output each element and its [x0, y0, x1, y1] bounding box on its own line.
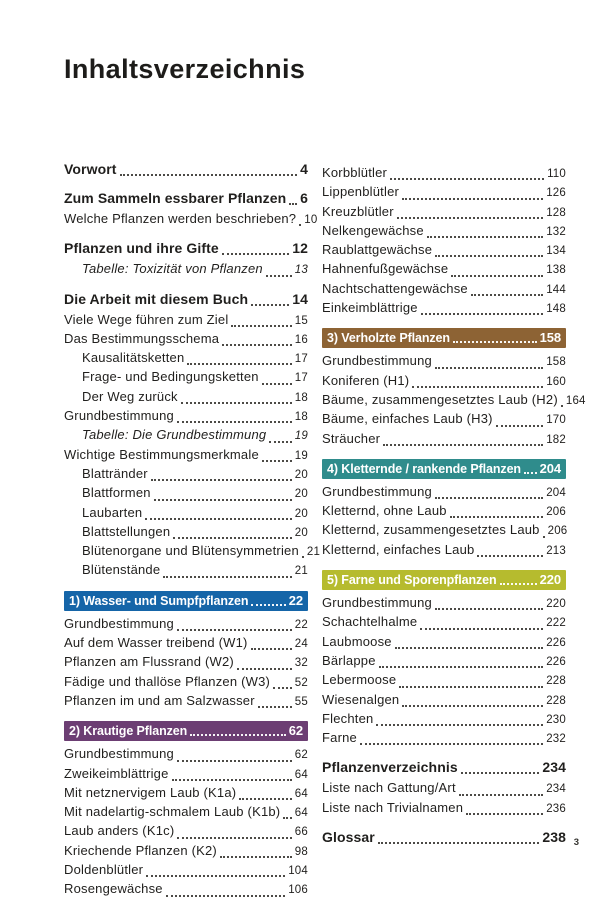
toc-entry-page: 20 [294, 507, 308, 520]
toc-entry-label: Tabelle: Toxizität von Pflanzen [82, 261, 263, 277]
toc-leader-dots [120, 174, 298, 176]
toc-leader-dots [173, 537, 292, 539]
toc-entry [322, 613, 566, 632]
toc-entry-label: Kausalitätsketten [82, 350, 185, 366]
toc-entry-label: Schachtelhalme [322, 614, 418, 630]
toc-entry-label: 1) Wasser- und Sumpfpflanzen [69, 593, 249, 608]
toc-entry-page: 106 [288, 884, 308, 897]
toc-entry-page: 62 [288, 723, 303, 739]
toc-leader-dots [435, 255, 543, 257]
toc-entry-label: Lippenblütler [322, 184, 400, 200]
toc-columns [64, 160, 586, 900]
toc-entry-page: 20 [294, 468, 308, 481]
toc-leader-dots [421, 313, 544, 315]
toc-entry-page: 170 [546, 414, 566, 427]
toc-leader-dots [427, 236, 543, 238]
toc-entry-label: Kletternd, zusammengesetztes Laub [322, 522, 540, 538]
toc-leader-dots [461, 772, 540, 774]
toc-entry-label: Doldenblütler [64, 862, 144, 878]
toc-entry-label: 4) Kletternde / rankende Pflanzen [327, 461, 521, 476]
toc-entry-page: 52 [294, 676, 308, 689]
toc-leader-dots [251, 304, 289, 306]
toc-entry-label: Rosengewächse [64, 881, 163, 897]
toc-entry [322, 779, 566, 798]
toc-leader-dots [435, 608, 543, 610]
toc-column-right [322, 160, 586, 900]
toc-entry-page: 66 [294, 826, 308, 839]
toc-entry-page: 15 [294, 314, 308, 327]
toc-entry-label: Mit netznervigem Laub (K1a) [64, 784, 237, 800]
toc-entry [322, 633, 566, 652]
toc-entry-page: 148 [546, 303, 566, 316]
toc-entry [64, 615, 308, 634]
toc-entry-label: Grundbestimmung [64, 615, 174, 631]
toc-entry [322, 758, 566, 777]
toc-entry-label: Grundbestimmung [322, 353, 432, 369]
toc-entry-page: 222 [546, 617, 566, 630]
toc-entry-label: Pflanzenverzeichnis [322, 759, 458, 776]
toc-entry-page: 226 [546, 636, 566, 649]
toc-entry-page: 55 [294, 695, 308, 708]
toc-entry-label: Tabelle: Die Grundbestimmung [82, 427, 267, 443]
toc-leader-dots [402, 705, 543, 707]
toc-entry [64, 803, 308, 822]
toc-entry [322, 164, 566, 183]
toc-entry-page: 160 [546, 375, 566, 388]
toc-leader-dots [266, 275, 292, 277]
toc-entry-label: Grundbestimmung [64, 408, 174, 424]
toc-leader-dots [190, 734, 286, 736]
toc-entry-page: 19 [294, 449, 308, 462]
toc-entry [64, 504, 308, 523]
toc-entry [64, 745, 308, 764]
toc-entry-page: 6 [300, 190, 308, 206]
toc-entry-label: Das Bestimmungsschema [64, 330, 220, 346]
toc-entry [322, 299, 566, 318]
toc-entry-label: Kletternd, einfaches Laub [322, 541, 475, 557]
toc-entry-label: Fädige und thallöse Pflanzen (W3) [64, 673, 271, 689]
toc-entry-label: Flechten [322, 710, 374, 726]
toc-entry [322, 710, 566, 729]
toc-entry-label: Koniferen (H1) [322, 372, 410, 388]
toc-leader-dots [435, 497, 543, 499]
toc-leader-dots [146, 875, 285, 877]
toc-leader-dots [154, 499, 292, 501]
toc-leader-dots [220, 856, 292, 858]
toc-entry-page: 206 [547, 525, 568, 538]
toc-entry [64, 407, 308, 426]
toc-entry-label: Mit nadelartig-schmalem Laub (K1b) [64, 804, 281, 820]
toc-entry-page: 234 [546, 783, 566, 796]
toc-entry [64, 561, 308, 580]
toc-entry-label: 2) Krautige Pflanzen [69, 724, 188, 739]
toc-entry [64, 160, 308, 179]
toc-entry [64, 426, 308, 445]
toc-entry-label: Die Arbeit mit diesem Buch [64, 290, 249, 307]
toc-entry-page: 138 [546, 264, 566, 277]
toc-entry-page: 232 [546, 733, 566, 746]
toc-entry [64, 653, 308, 672]
toc-entry-page: 16 [294, 333, 308, 346]
toc-entry-page: 4 [300, 161, 308, 177]
toc-entry-page: 204 [539, 460, 561, 476]
toc-leader-dots [151, 479, 292, 481]
toc-entry-label: Liste nach Trivialnamen [322, 799, 464, 815]
toc-entry [64, 388, 308, 407]
toc-entry-page: 236 [546, 802, 566, 815]
toc-entry-label: Zweikeimblättrige [64, 765, 169, 781]
toc-entry-page: 18 [294, 391, 308, 404]
toc-entry-page: 64 [294, 787, 308, 800]
toc-entry [322, 222, 566, 241]
toc-entry-page: 17 [294, 372, 308, 385]
toc-entry-page: 32 [294, 657, 308, 670]
toc-entry [322, 183, 566, 202]
toc-leader-dots [477, 555, 543, 557]
toc-leader-dots [166, 895, 285, 897]
toc-leader-dots [390, 178, 544, 180]
toc-leader-dots [177, 629, 292, 631]
toc-entry-label: Einkeimblättrige [322, 300, 418, 316]
toc-leader-dots [222, 344, 292, 346]
toc-entry [64, 822, 308, 841]
toc-entry [322, 729, 566, 748]
toc-leader-dots [222, 253, 289, 255]
toc-entry-page: 64 [294, 768, 308, 781]
toc-entry [322, 241, 566, 260]
toc-entry-label: Kreuzblütler [322, 203, 394, 219]
toc-leader-dots [412, 386, 543, 388]
toc-entry [64, 542, 321, 561]
toc-entry [322, 260, 566, 279]
toc-leader-dots [289, 203, 297, 205]
toc-entry [322, 828, 566, 847]
toc-entry-label: Grundbestimmung [64, 746, 174, 762]
toc-entry-label: Blütenstände [82, 562, 161, 578]
toc-leader-dots [283, 817, 291, 819]
toc-entry [322, 410, 566, 429]
toc-leader-dots [395, 647, 543, 649]
toc-entry-label: Grundbestimmung [322, 483, 432, 499]
toc-entry [64, 311, 308, 330]
toc-entry-page: 22 [288, 592, 303, 608]
toc-entry-page: 234 [542, 759, 566, 776]
toc-entry-page: 158 [539, 330, 561, 346]
toc-leader-dots [145, 518, 291, 520]
toc-entry [322, 671, 566, 690]
toc-leader-dots [177, 760, 292, 762]
toc-entry [64, 349, 308, 368]
toc-leader-dots [397, 217, 543, 219]
toc-entry-label: Grundbestimmung [322, 595, 432, 611]
toc-entry-page: 22 [294, 618, 308, 631]
toc-leader-dots [466, 813, 543, 815]
toc-leader-dots [459, 794, 543, 796]
toc-entry-label: Frage- und Bedingungsketten [82, 369, 259, 385]
toc-entry-label: Blattformen [82, 485, 151, 501]
toc-leader-dots [302, 556, 304, 558]
toc-entry [322, 541, 566, 560]
toc-entry-page: 17 [294, 353, 308, 366]
toc-entry [322, 652, 566, 671]
toc-leader-dots [402, 198, 543, 200]
toc-leader-dots [420, 628, 543, 630]
toc-leader-dots [251, 604, 285, 606]
toc-entry-label: Laubmoose [322, 633, 392, 649]
toc-entry-label: Auf dem Wasser treibend (W1) [64, 635, 248, 651]
toc-entry [64, 290, 308, 309]
toc-entry-label: Bärlappe [322, 652, 376, 668]
toc-entry-page: 20 [294, 488, 308, 501]
toc-entry-page: 62 [294, 749, 308, 762]
toc-entry-page: 104 [288, 865, 308, 878]
toc-entry-label: Laubarten [82, 504, 143, 520]
toc-entry-label: Hahnenfußgewächse [322, 261, 449, 277]
toc-entry-page: 13 [294, 264, 308, 277]
toc-leader-dots [500, 583, 537, 585]
toc-entry-label: Sträucher [322, 430, 381, 446]
toc-entry [64, 692, 308, 711]
toc-entry [322, 483, 566, 502]
toc-entry-page: 206 [546, 506, 566, 519]
toc-entry-label: Nachtschattengewächse [322, 280, 468, 296]
toc-column-left [64, 160, 321, 900]
toc-leader-dots [187, 363, 291, 365]
toc-entry-page: 98 [294, 845, 308, 858]
toc-leader-dots [543, 536, 545, 538]
toc-entry [322, 280, 566, 299]
toc-section-band [64, 721, 308, 741]
toc-leader-dots [450, 516, 543, 518]
toc-entry [64, 765, 308, 784]
toc-leader-dots [237, 668, 292, 670]
toc-entry-label: Blattränder [82, 465, 148, 481]
toc-entry-page: 164 [565, 394, 586, 407]
toc-entry [64, 368, 308, 387]
toc-section-band [322, 328, 566, 348]
toc-entry [64, 634, 308, 653]
toc-entry [64, 673, 308, 692]
toc-entry-page: 19 [294, 430, 308, 443]
toc-entry-label: Pflanzen und ihre Gifte [64, 240, 219, 257]
toc-leader-dots [273, 687, 292, 689]
toc-entry-page: 220 [546, 598, 566, 611]
toc-leader-dots [561, 405, 563, 407]
toc-leader-dots [163, 576, 292, 578]
toc-entry-page: 21 [294, 565, 308, 578]
toc-entry [322, 594, 566, 613]
toc-entry-label: Wiesenalgen [322, 691, 400, 707]
toc-entry [322, 502, 566, 521]
toc-entry-label: Lebermoose [322, 672, 397, 688]
toc-entry-label: Viele Wege führen zum Ziel [64, 311, 229, 327]
toc-entry [322, 391, 586, 410]
toc-leader-dots [299, 224, 301, 226]
toc-entry-page: 64 [294, 807, 308, 820]
toc-entry [322, 521, 566, 540]
toc-entry-label: Pflanzen am Flussrand (W2) [64, 654, 234, 670]
toc-leader-dots [360, 743, 543, 745]
toc-leader-dots [379, 666, 544, 668]
toc-entry-label: Vorwort [64, 161, 117, 177]
toc-leader-dots [177, 837, 291, 839]
toc-leader-dots [399, 686, 543, 688]
toc-entry [64, 239, 308, 258]
toc-entry-page: 238 [542, 829, 566, 846]
toc-entry [64, 210, 318, 229]
toc-entry [64, 330, 308, 349]
toc-entry-page: 226 [546, 655, 566, 668]
toc-entry-label: Bäume, zusammengesetztes Laub (H2) [322, 391, 558, 407]
toc-entry-page: 24 [294, 638, 308, 651]
toc-section-band [322, 570, 566, 590]
toc-leader-dots [451, 275, 543, 277]
toc-entry-page: 132 [546, 225, 566, 238]
toc-entry-page: 204 [546, 486, 566, 499]
toc-entry-page: 110 [547, 168, 566, 180]
toc-entry-label: Raublattgewächse [322, 242, 433, 258]
toc-entry-label: Wichtige Bestimmungsmerkmale [64, 446, 259, 462]
toc-entry-page: 128 [546, 206, 566, 219]
toc-leader-dots [269, 441, 291, 443]
toc-entry-label: Liste nach Gattung/Art [322, 780, 456, 796]
toc-entry [64, 784, 308, 803]
toc-leader-dots [435, 367, 543, 369]
toc-entry [322, 799, 566, 818]
toc-entry-label: Kletternd, ohne Laub [322, 503, 447, 519]
toc-entry-page: 10 [304, 214, 318, 226]
toc-entry [64, 465, 308, 484]
toc-entry-page: 220 [539, 572, 561, 588]
toc-entry-page: 134 [546, 245, 566, 258]
toc-entry-label: Laub anders (K1c) [64, 823, 175, 839]
toc-entry [64, 523, 308, 542]
toc-entry [322, 430, 566, 449]
toc-entry-page: 158 [546, 356, 566, 369]
toc-entry-label: 5) Farne und Sporenpflanzen [327, 573, 497, 588]
toc-entry-label: Bäume, einfaches Laub (H3) [322, 411, 493, 427]
toc-entry-label: Blütenorgane und Blütensymmetrien [82, 543, 299, 559]
toc-entry [64, 189, 308, 208]
toc-leader-dots [524, 472, 537, 474]
toc-entry-page: 126 [546, 187, 566, 200]
toc-entry-label: 3) Verholzte Pflanzen [327, 331, 450, 346]
toc-leader-dots [378, 842, 539, 844]
toc-entry-label: Farne [322, 730, 357, 746]
toc-entry-page: 228 [546, 694, 566, 707]
toc-leader-dots [251, 648, 292, 650]
toc-entry-page: 21 [306, 546, 321, 559]
toc-entry [64, 842, 308, 861]
toc-entry-label: Der Weg zurück [82, 388, 178, 404]
toc-entry-label: Blattstellungen [82, 523, 171, 539]
toc-entry-label: Kriechende Pflanzen (K2) [64, 842, 217, 858]
toc-entry-label: Glossar [322, 829, 375, 846]
toc-entry-page: 18 [294, 411, 308, 424]
toc-entry-label: Pflanzen im und am Salzwasser [64, 692, 255, 708]
toc-entry-page: 228 [546, 675, 566, 688]
toc-leader-dots [239, 798, 291, 800]
toc-leader-dots [496, 425, 544, 427]
toc-leader-dots [177, 421, 292, 423]
toc-entry-label: Welche Pflanzen werden beschrieben? [64, 211, 297, 226]
toc-entry [322, 352, 566, 371]
toc-entry [322, 372, 566, 391]
page-number: 3 [573, 837, 579, 848]
toc-section-band [322, 459, 566, 479]
toc-entry-page: 20 [294, 526, 308, 539]
toc-entry-label: Korbblütler [322, 165, 388, 180]
toc-leader-dots [262, 460, 292, 462]
toc-entry [322, 691, 566, 710]
toc-leader-dots [231, 325, 291, 327]
toc-leader-dots [258, 706, 292, 708]
page-title: Inhaltsverzeichnis [64, 54, 306, 84]
toc-leader-dots [453, 341, 537, 343]
toc-entry-label: Zum Sammeln essbarer Pflanzen [64, 190, 287, 206]
toc-entry-page: 144 [546, 283, 566, 296]
toc-entry-page: 213 [546, 544, 566, 557]
toc-entry [322, 203, 566, 222]
toc-leader-dots [383, 444, 543, 446]
toc-leader-dots [181, 402, 292, 404]
toc-entry-page: 230 [546, 713, 566, 726]
toc-leader-dots [471, 294, 543, 296]
toc-leader-dots [376, 724, 543, 726]
toc-entry [64, 861, 308, 880]
toc-entry-label: Nelkengewächse [322, 222, 424, 238]
toc-entry [64, 446, 308, 465]
toc-entry-page: 12 [292, 240, 308, 257]
toc-leader-dots [262, 383, 292, 385]
toc-entry [64, 484, 308, 503]
toc-entry-page: 14 [292, 290, 308, 307]
toc-entry [64, 260, 308, 279]
toc-entry-page: 182 [546, 433, 566, 446]
toc-entry [64, 880, 308, 899]
toc-leader-dots [172, 779, 292, 781]
toc-section-band [64, 591, 308, 611]
